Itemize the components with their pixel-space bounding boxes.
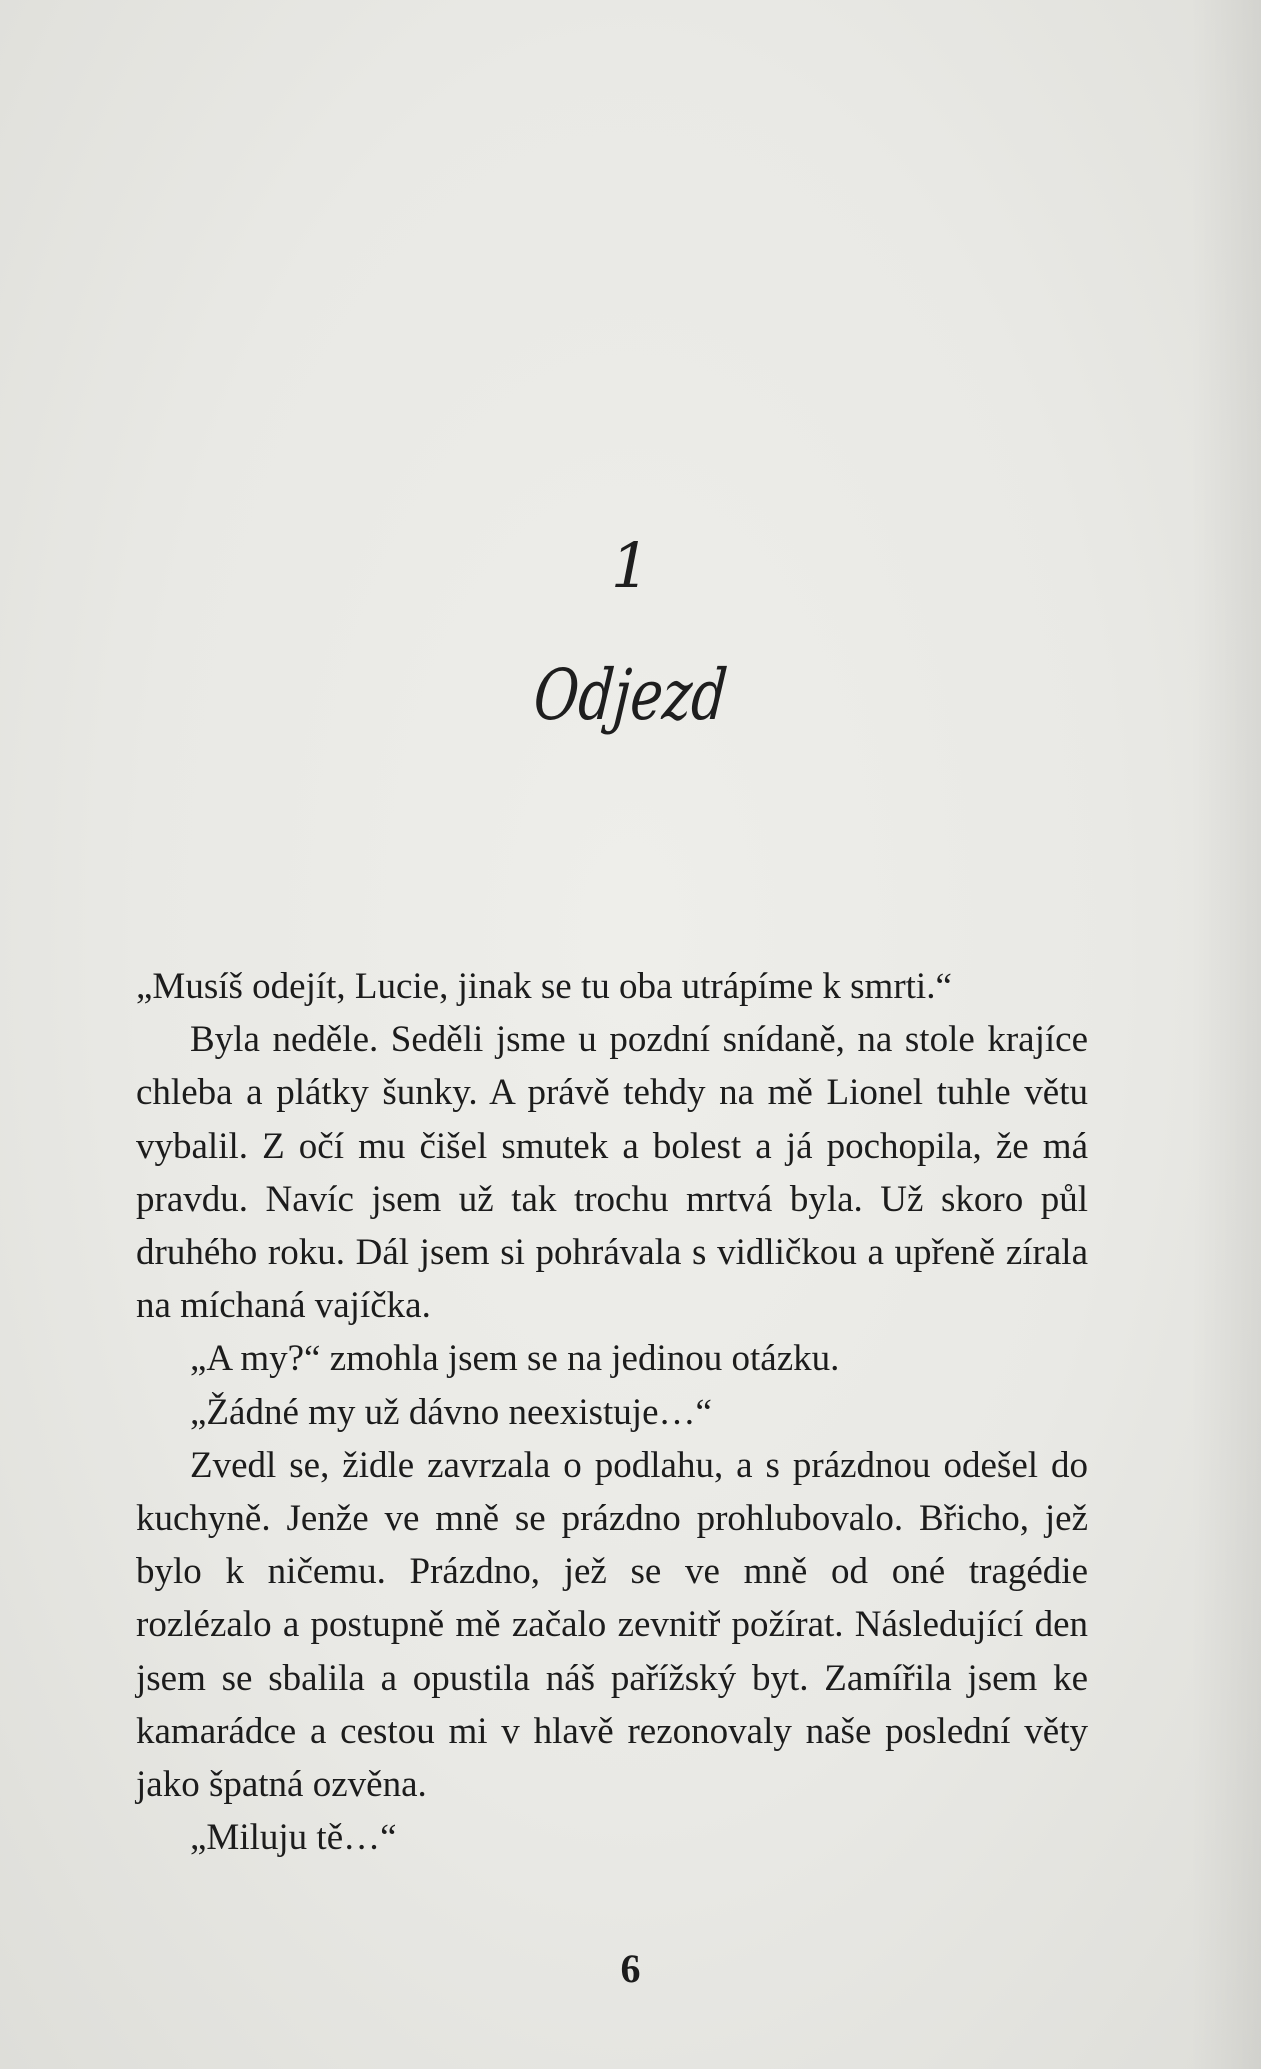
chapter-title: Odjezd <box>530 654 731 736</box>
paragraph: „Musíš odejít, Lucie, jinak se tu oba utrápíme k smrti.“ <box>136 966 952 1007</box>
chapter-number: 1 <box>610 529 651 602</box>
paragraph: „Miluju tě…“ <box>190 1817 397 1859</box>
paragraph: „A my?“ zmohla jsem se na jedinou otázku. <box>190 1338 840 1380</box>
paragraph: Byla neděle. Seděli jsme u pozdní snídaně, na stole krajíce chleba a plátky šunky. A právě tehdy na mě Lionel tuhle větu vybalil. Z očí mu čišel smutek a bolest a já pochopila, že má pravdu. Navíc jsem už tak trochu mrtvá byla. Už skoro půl druhého roku. Dál jsem si pohrávala s vidličkou a upřeně zírala na míchaná vajíčka. <box>136 1019 1088 1327</box>
paragraph: „Žádné my už dávno neexistuje…“ <box>190 1391 712 1433</box>
page-number: 6 <box>620 1946 641 1991</box>
paragraph: Zvedl se, židle zavrzala o podlahu, a s prázdnou odešel do kuchyně. Jenže ve mně se prázdno prohlubovalo. Břicho, jež bylo k ničemu. Prázdno, jež se ve mně od oné tragédie rozlézalo a postupně mě začalo zevnitř požírat. Následující den jsem se sbalila a opustila náš pařížský byt. Zamířila jsem ke kamarádce a cestou mi v hlavě rezonovaly naše poslední věty jako špatná ozvěna. <box>136 1444 1088 1806</box>
chapter-body <box>136 960 1088 1864</box>
page-edge-shadow <box>1191 0 1261 2069</box>
